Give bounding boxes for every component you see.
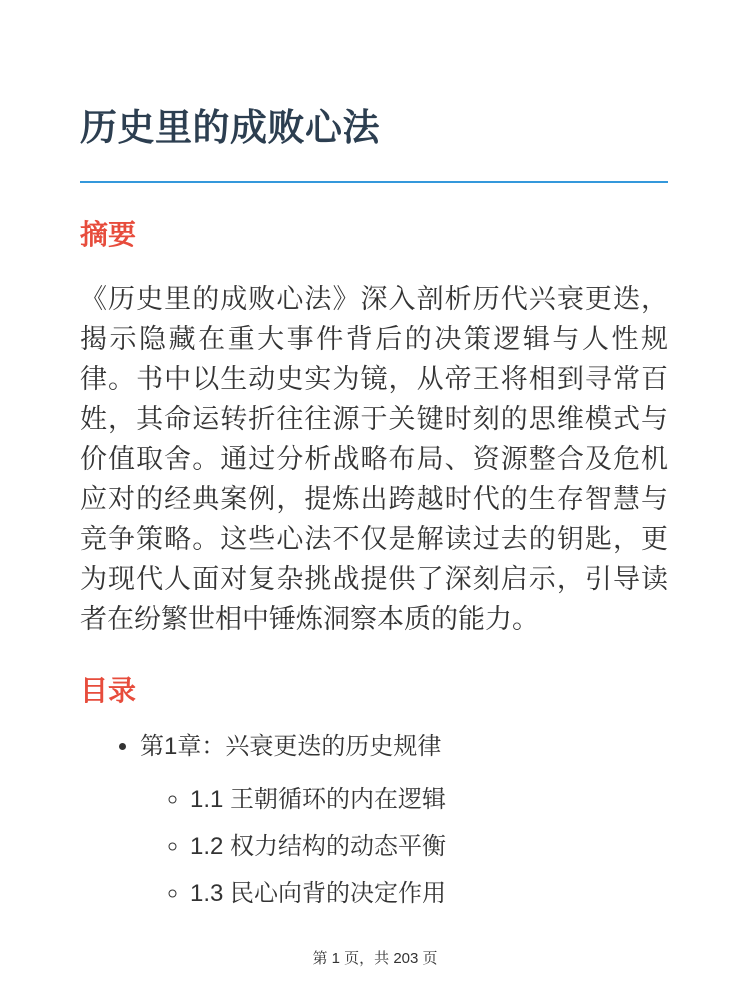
toc-subitem [190, 832, 668, 862]
summary-paragraph: 《历史里的成败心法》深入剖析历代兴衰更迭，揭示隐藏在重大事件背后的决策逻辑与人性规律。书中以生动史实为镜，从帝王将相到寻常百姓，其命运转折往往源于关键时刻的思维模式与价值取舍。通过分析战略布局、资源整合及危机应对的经典案例，提炼出跨越时代的生存智慧与竞争策略。这些心法不仅是解读过去的钥匙，更为现代人面对复杂挑战提供了深刻启示，引导读者在纷繁世相中锤炼洞察本质的能力。 [80, 284, 668, 635]
toc-chapter-label: 第1章：兴衰更迭的历史规律 [140, 732, 442, 760]
toc-subitem-label: 1.1 王朝循环的内在逻辑 [190, 785, 447, 813]
toc-subitem-label: 1.3 民心向背的决定作用 [190, 879, 447, 907]
toc-sublist [140, 785, 668, 909]
toc-list [80, 732, 668, 909]
toc-subitem [190, 785, 668, 815]
title-divider [80, 181, 668, 183]
summary-heading: 摘要 [80, 219, 137, 251]
page-footer: 第 1 页，共 203 页 [312, 950, 438, 967]
toc-subitem-label: 1.2 权力结构的动态平衡 [190, 832, 447, 860]
toc-chapter-item [140, 732, 668, 909]
toc-heading: 目录 [80, 675, 137, 707]
book-title: 历史里的成败心法 [80, 107, 380, 148]
toc-subitem [190, 879, 668, 909]
